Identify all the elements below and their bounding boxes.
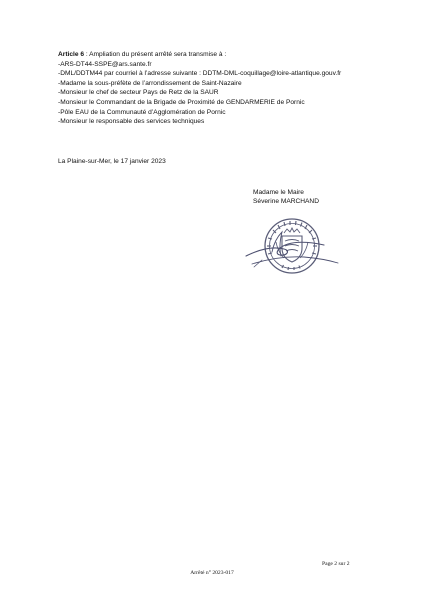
page-number: Page 2 sur 2: [322, 561, 350, 567]
signatory-title: Madame le Maire: [253, 189, 304, 196]
article-intro: : Ampliation du présent arrêté sera transmise à :: [84, 51, 227, 58]
official-stamp-icon: [232, 212, 344, 284]
recipient-ars: -ARS-DT44-SSPE@ars.sante.fr: [58, 60, 152, 68]
decree-reference: Arrêté n° 2023-017: [190, 570, 234, 576]
place-and-date: La Plaine-sur-Mer, le 17 janvier 2023: [58, 158, 166, 165]
signatory-name: Séverine MARCHAND: [253, 198, 319, 206]
recipient-ddtm: -DML/DDTM44 par courriel à l’adresse suivante : DDTM-DML-coquillage@loire-atlantique.gouv.fr: [58, 70, 342, 78]
recipient-services-techniques: -Monsieur le responsable des services techniques: [58, 118, 205, 126]
recipient-gendarmerie: -Monsieur le Commandant de la Brigade de Proximité de GENDARMERIE de Pornic: [58, 98, 305, 106]
signatory-block: [253, 188, 319, 206]
article-heading: [58, 50, 341, 60]
article-label: Article 6: [58, 51, 85, 58]
stamp-and-signature: [232, 212, 344, 284]
recipient-pole-eau: -Pôle EAU de la Communauté d’Agglomération de Pornic: [58, 108, 226, 116]
recipient-sous-prefete: -Madame la sous-préfète de l’arrondissement de Saint-Nazaire: [58, 79, 242, 87]
article-6-block: [58, 50, 341, 127]
recipient-saur: -Monsieur le chef de secteur Pays de Retz de la SAUR: [58, 89, 219, 97]
